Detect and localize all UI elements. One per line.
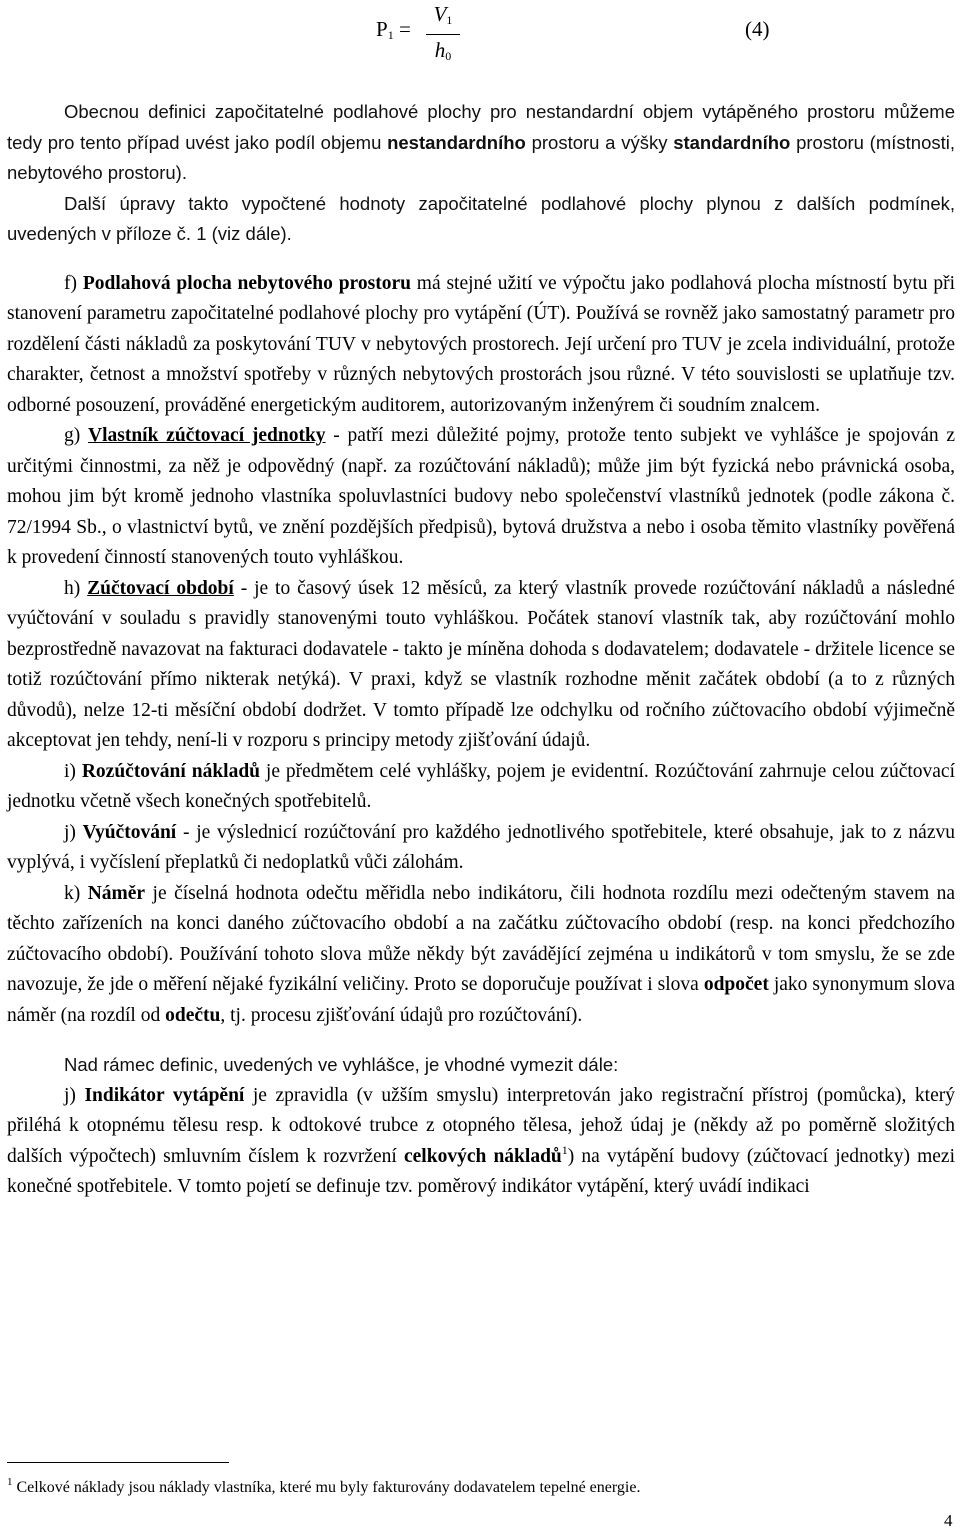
item-j2-text-2: ) na vytápění budovy (zúčtovací jednotky) mezi konečné spotřebitele. V tomto pojetí se definuje tzv. poměrový indikátor vytápění, který uvádí indikaci <box>7 1145 955 1197</box>
page-number: 4 <box>944 1511 953 1530</box>
item-i-text: je předmětem celé vyhlášky, pojem je evidentní. Rozúčtování zahrnuje celou zúčtovací jednotku včetně všech konečných spotřebitelů. <box>7 760 956 812</box>
item-f-prefix: f) <box>64 272 83 294</box>
intro-text-1: Obecnou definici započitatelné podlahové plochy pro nestandardní objem vytápěného prostoru můžeme tedy pro tento případ uvést jako podíl objemu <box>7 101 955 153</box>
intro-bold-2: standardního <box>673 131 791 153</box>
intro-bold-1: nestandardního <box>387 131 526 153</box>
footnote <box>7 1470 640 1500</box>
footnote-mark: 1 <box>7 1476 13 1488</box>
footnote-reference: 1 <box>561 1142 568 1157</box>
item-k-term: Náměr <box>87 882 146 904</box>
footnote-text: Celkové náklady jsou náklady vlastníka, které mu byly fakturovány dodavatelem tepelné energie. <box>12 1479 641 1496</box>
paragraph-k <box>7 879 955 1032</box>
paragraph-j2 <box>7 1081 955 1203</box>
paragraph-nad: Nad rámec definic, uvedených ve vyhlášce, je vhodné vymezit dále: <box>64 1054 619 1075</box>
item-j-term: Vyúčtování <box>82 821 177 843</box>
paragraph-h <box>7 574 955 757</box>
formula-lhs-sub: 1 <box>387 28 394 42</box>
formula-equals: = <box>398 17 411 41</box>
item-h-prefix: h) <box>64 577 88 599</box>
formula-lhs-base: P <box>376 17 388 41</box>
item-j2-term: Indikátor vytápění <box>84 1084 245 1106</box>
formula-fraction <box>426 2 460 68</box>
item-k-text-3: , tj. procesu zjišťování údajů pro rozúčtování). <box>220 1004 583 1026</box>
item-j2-prefix: j) <box>64 1084 85 1106</box>
item-j2-bold-1: celkových nákladů <box>404 1145 562 1167</box>
item-f-text: má stejné užití ve výpočtu jako podlahová plocha místností bytu při stanovení parametru započitatelné podlahové plochy pro vytápění (ÚT). Používá se rovněž jako samostatný parametr pro rozdělení části nákladů za poskytování TUV v nebytových prostorech. Její určení pro TUV je zcela individuální, protože charakter, četnost a množství spotřeby v různých nebytových prostorách jsou různé. V této souvislosti se uplatňuje tzv. odborné posouzení, prováděné energetickým auditorem, autorizovaným inženýrem či soudním znalcem. <box>7 272 955 416</box>
formula-numerator-sub: 1 <box>446 13 453 27</box>
paragraph-f <box>7 269 955 422</box>
formula-lhs <box>376 17 411 43</box>
item-h-term: Zúčtovací období <box>87 577 234 599</box>
item-h-text: - je to časový úsek 12 měsíců, za který vlastník provede rozúčtování nákladů a následné vyúčtování v souladu s pravidly stanovenými touto vyhláškou. Počátek stanoví vlastník tak, aby rozúčtování mohlo bezprostředně navazovat na fakturaci dodavatele - takto je míněna dohoda s dodavatelem; dodavatele - držitele licence se totiž rozúčtování přímo nikterak netýká). V praxi, když se vlastník rozhodne měnit začátek období (a to z různých důvodů), nelze 12-ti měsíční období dodržet. V tomto případě lze odchylku od ročního zúčtovacího období výjimečně akceptovat jen tehdy, není-li v rozporu s principy metody zjišťování údajů. <box>7 577 955 751</box>
fraction-bar <box>426 34 460 35</box>
paragraph-g <box>7 421 955 574</box>
formula-denominator-base: h <box>434 38 446 62</box>
item-k-text-2: jako synonymum slova náměr (na rozdíl od <box>7 974 955 1026</box>
item-f-term: Podlahová plocha nebytového prostoru <box>82 272 411 294</box>
item-k-text-1: je číselná hodnota odečtu měřidla nebo indikátoru, čili hodnota rozdílu mezi odečteným stavem na těchto zařízeních na konci daného zúčtovacího období a na začátku zúčtovacího období (resp. na konci předchozího zúčtovacího období). Používání tohoto slova může někdy být zavádějící zejména u indikátorů v tom smyslu, že se zde navozuje, že jde o měření nějaké fyzikální veličiny. Proto se doporučuje používat i slova <box>7 882 955 995</box>
formula-denominator-sub: 0 <box>445 49 452 63</box>
paragraph-intro <box>7 97 955 189</box>
item-g-prefix: g) <box>64 425 88 446</box>
item-k-bold-2: odečtu <box>165 1004 221 1026</box>
item-i-term: Rozúčtování nákladů <box>81 760 261 782</box>
paragraph-j <box>7 818 955 879</box>
intro-text-2: prostoru a výšky <box>525 131 674 153</box>
item-g-text: - patří mezi důležité pojmy, protože tento subjekt ve vyhlášce je spojován z určitými činnostmi, za něž je odpovědný (např. za rozúčtování nákladů); může jim být fyzická nebo právnická osoba, mohou jim být kromě jednoho vlastníka spoluvlastníci budovy nebo společenství vlastníků jednotek (podle zákona č. 72/1994 Sb., o vlastnictví bytů, ve znění pozdějších předpisů), bytová družstva a nebo i osoba těmito vlastníky pověřená k provedení činností stanovených touto vyhláškou. <box>7 425 956 568</box>
formula-numerator-base: V <box>433 2 447 26</box>
body-text <box>7 97 955 1203</box>
formula-numerator <box>426 2 460 32</box>
footnote-separator <box>7 1462 229 1463</box>
item-g-term: Vlastník zúčtovací jednotky <box>87 425 326 446</box>
intro-text-3: prostoru (místnosti, nebytového prostoru). <box>7 131 956 183</box>
item-j-prefix: j) <box>64 821 83 843</box>
equation-number: (4) <box>745 17 770 41</box>
item-j2-text-1: je zpravidla (v užším smyslu) interpretován jako registrační přístroj (pomůcka), který přiléhá k otopnému tělesu resp. k odtokové trubce z otopného tělesa, jehož údaj je (někdy až po poměrně složitých dalších výpočtech) smluvním číslem k rozvržení <box>7 1084 955 1167</box>
formula-denominator <box>426 38 460 68</box>
formula-4 <box>0 0 960 70</box>
item-k-prefix: k) <box>64 882 88 904</box>
item-k-bold-1: odpočet <box>703 974 769 995</box>
item-j-text: - je výslednicí rozúčtování pro každého jednotlivého spotřebitele, které obsahuje, jak to z názvu vyplývá, i vyčíslení přeplatků či nedoplatků vůči zálohám. <box>7 821 955 873</box>
paragraph-i <box>7 757 955 818</box>
paragraph-intro-2: Další úpravy takto vypočtené hodnoty započitatelné podlahové plochy plynou z dalších podmínek, uvedených v příloze č. 1 (viz dále). <box>7 192 955 244</box>
item-i-prefix: i) <box>64 760 82 782</box>
